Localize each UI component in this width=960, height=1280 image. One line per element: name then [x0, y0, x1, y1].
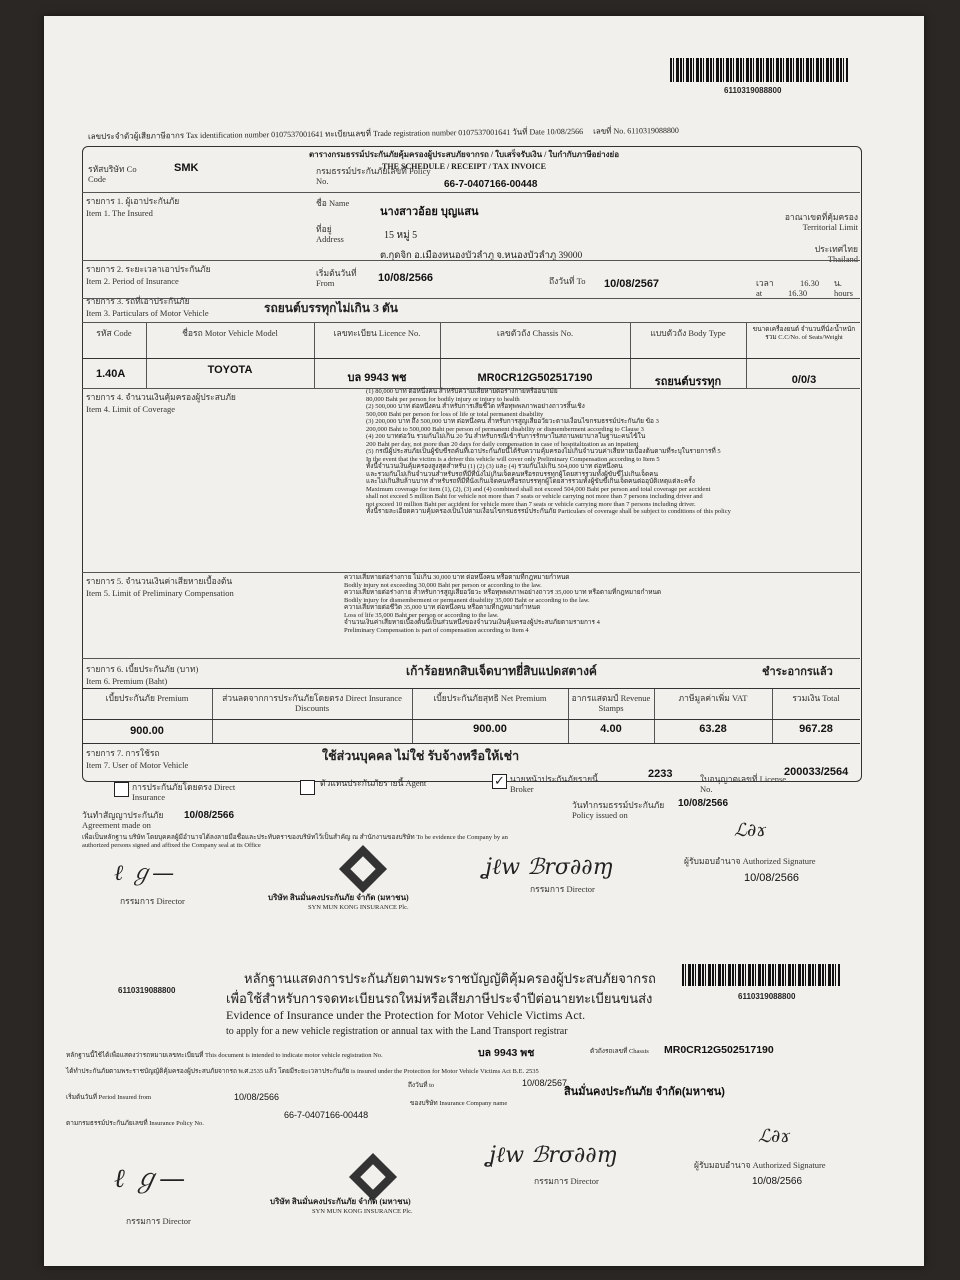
preliminary-line: จำนวนเงินค่าเสียหายเบื้องต้นนี้เป็นส่วนหนึ่งของจำนวนเงินคุ้มครองผู้ประสบภัยตามรายการ 4 — [344, 619, 600, 626]
from-label: เริ่มต้นวันที่ From — [316, 268, 357, 288]
time-value-2: 16.30 — [788, 288, 808, 298]
company-name-en-2: SYN MUN KONG INSURANCE Plc. — [312, 1208, 413, 1215]
evidence-number-left: 6110319088800 — [118, 986, 176, 995]
insured-line: ได้ทำประกันภัยตามพระราชบัญญัติคุ้มครองผู้ประสบภัยจากรถ พ.ศ.2535 แล้ว โดยมีระยะเวลาประกันภัย is insured under the Protection for Motor Vehicle Victims Act B.E. 2535 — [66, 1068, 539, 1075]
director-signature-1: ℓ ℊ— — [114, 861, 175, 886]
broker-label: นายหน้าประกันภัยรายนี้ Broker — [510, 774, 598, 794]
item7-label: รายการ 7. การใช้รถ — [86, 748, 160, 758]
vehicle-licence: บล 9943 พช — [347, 372, 407, 384]
col-code: รหัส Code — [96, 328, 132, 338]
insurance-document — [44, 16, 924, 1266]
item7-label-en: Item 7. User of Motor Vehicle — [86, 760, 189, 770]
item4-label-en: Item 4. Limit of Coverage — [86, 404, 175, 414]
address-line2: ต.กุดจิก อ.เมืองหนองบัวลำภู จ.หนองบัวลำภู 39000 — [380, 251, 583, 261]
date-value: 10/08/2566 — [546, 126, 584, 137]
company-label: ของบริษัท Insurance Company name — [410, 1100, 508, 1107]
authorized-signature-2: ℒ∂ɤ — [758, 1126, 791, 1147]
col-licence: เลขทะเบียน Licence No. — [333, 328, 421, 338]
item6-label: รายการ 6. เบี้ยประกันภัย (บาท) — [86, 664, 199, 674]
col-chassis: เลขตัวถัง Chassis No. — [496, 328, 574, 338]
evidence-title-en2: to apply for a new vehicle registration or annual tax with the Land Transport registrar — [226, 1026, 568, 1037]
license-no: 200033/2564 — [784, 766, 849, 778]
evidence-title-en1: Evidence of Insurance under the Protection for Motor Vehicle Victims Act. — [226, 1008, 586, 1022]
company-name-th-2: บริษัท สินมั่นคงประกันภัย จำกัด (มหาชน) — [270, 1197, 411, 1206]
vehicle-model: TOYOTA — [207, 364, 253, 376]
company-name-th: บริษัท สินมั่นคงประกันภัย จำกัด (มหาชน) — [268, 893, 409, 902]
policy-no: 66-7-0407166-00448 — [444, 179, 538, 190]
evidence-statement: เพื่อเป็นหลักฐาน บริษัท โดยบุคคลผู้มีอำนาจได้ลงลายมือชื่อและประทับตราของบริษัทไว้เป็นสำคัญ ณ สำนักงานของบริษัท To be evidence the Company by an authorized persons signed and affixed the Company seal at its Office — [82, 834, 508, 849]
evidence-from-date: 10/08/2566 — [234, 1092, 280, 1102]
total-value: 967.28 — [799, 723, 833, 735]
evidence-authorized-date: 10/08/2566 — [752, 1176, 803, 1187]
agreement-made-date: 10/08/2566 — [184, 810, 235, 821]
evidence-policy: 66-7-0407166-00448 — [284, 1110, 369, 1120]
authorized-date: 10/08/2566 — [744, 872, 800, 884]
evidence-company: สินมั่นคงประกันภัย จำกัด(มหาชน) — [564, 1086, 725, 1098]
vehicle-table — [82, 322, 860, 388]
item1-label: รายการ 1. ผู้เอาประกันภัย — [86, 196, 180, 206]
item2-label-en: Item 2. Period of Insurance — [86, 276, 179, 286]
coverage-line: และไม่เกินสิบล้านบาท สำหรับรถที่มีที่นั่งเกินเจ็ดคนหรือรถบรรทุกผู้โดยสารรวมทั้งผู้ขับขี่เกินเจ็ดคนต่ออุบัติเหตุแต่ละครั้ง — [366, 478, 695, 485]
direct-checkbox[interactable] — [114, 782, 129, 797]
preliminary-line: Loss of life 35,000 Baht per person or according to the law. — [344, 611, 499, 619]
time-value-1: 16.30 — [800, 278, 820, 288]
broker-code: 2233 — [648, 768, 673, 780]
no-value: 6110319088800 — [627, 125, 679, 136]
coverage-line: (3) 200,000 บาท ถึง 500,000 บาท ต่อหนึ่งคน สำหรับการสูญเสียอวัยวะตามเงื่อนไขกรมธรรม์ประกันภัย ข้อ 3 — [366, 418, 659, 425]
preliminary-line: Preliminary Compensation is part of compensation according to Item 4 — [344, 626, 529, 634]
agent-label: ตัวแทนประกันภัยรายนี้ Agent — [320, 778, 427, 788]
premium-words: เก้าร้อยหกสิบเจ็ดบาทยี่สิบแปดสตางค์ — [406, 664, 597, 678]
evidence-authorized-label: ผู้รับมอบอำนาจ Authorized Signature — [694, 1160, 826, 1170]
coverage-line: 200,000 Baht to 500,000 Baht per person of permanent disability or dismemberment according to Clause 3 — [366, 425, 644, 433]
agreement-made-label: วันทำสัญญาประกันภัย Agreement made on — [82, 810, 164, 830]
net-premium-value: 900.00 — [473, 723, 507, 735]
date-label: วันที่ Date — [512, 127, 545, 137]
agent-checkbox[interactable] — [300, 780, 315, 795]
coverage-line: (2) 500,000 บาท ต่อหนึ่งคน สำหรับการเสียชีวิต หรือทุพพลภาพอย่างถาวรสิ้นเชิง — [366, 403, 585, 410]
authorized-signature: ℒ∂ɤ — [734, 820, 767, 841]
stamps-col: อากรแสตมป์ Revenue Stamps — [571, 693, 651, 713]
vehicle-chassis: MR0CR12G502517190 — [477, 372, 593, 384]
coverage-line: shall not exceed 5 million Baht for vehicle not more than 7 seats or vehicle carrying not more than 7 persons including driver and — [366, 493, 703, 500]
territory-label: อาณาเขตที่คุ้มครอง Territorial Limit — [784, 212, 858, 232]
preliminary-line: ความเสียหายต่อชีวิต 35,000 บาท ต่อหนึ่งคน หรือตามที่กฎหมายกำหนด — [344, 604, 541, 611]
chassis-label: ตัวถังรถเลขที่ Chassis — [590, 1048, 649, 1055]
tax-id-label: เลขประจำตัวผู้เสียภาษีอากร Tax identification number — [87, 130, 270, 142]
item2-label: รายการ 2. ระยะเวลาเอาประกันภัย — [86, 264, 211, 274]
col-body: แบบตัวถัง Body Type — [650, 328, 726, 338]
broker-checkbox[interactable]: ✓ — [492, 774, 507, 789]
barcode-evidence — [682, 964, 840, 986]
vehicle-body: รถยนต์บรรทุก — [654, 376, 722, 388]
vehicle-engine: 0/0/3 — [791, 374, 817, 386]
preliminary-line: Bodily injury for dismemberment or permanent disability 35,000 Baht or according to the law. — [344, 596, 590, 604]
schedule-title-en: THE SCHEDULE / RECEIPT / TAX INVOICE — [382, 162, 546, 171]
trade-reg: 0107537001641 — [458, 127, 511, 138]
evidence-director-label-1: กรรมการ Director — [126, 1216, 191, 1226]
reg-no: บล 9943 พช — [478, 1047, 535, 1059]
vat-value: 63.28 — [699, 723, 727, 735]
preliminary-text — [344, 574, 854, 634]
vat-col: ภาษีมูลค่าเพิ่ม VAT — [678, 693, 748, 703]
coverage-line: 500,000 Baht per person for loss of life or total permanent disability — [366, 410, 544, 418]
period-from: 10/08/2566 — [378, 272, 434, 284]
name-label: ชื่อ Name — [316, 198, 350, 208]
item3-label-en: Item 3. Particulars of Motor Vehicle — [86, 308, 209, 318]
preliminary-line: ความเสียหายต่อร่างกาย สำหรับการสูญเสียอวัยวะ หรือทุพพลภาพอย่างถาวร 35,000 บาท หรือตามที่กฎหมายกำหนด — [344, 589, 662, 596]
evidence-policy-label: ตามกรมธรรม์ประกันภัยเลขที่ Insurance Policy No. — [66, 1120, 204, 1127]
barcode-top — [670, 58, 848, 82]
item1-label-en: Item 1. The Insured — [86, 208, 153, 218]
address-label: ที่อยู่ Address — [316, 224, 344, 244]
net-premium-col: เบี้ยประกันภัยสุทธิ Net Premium — [433, 693, 547, 703]
vehicle-desc: รถยนต์บรรทุกไม่เกิน 3 ตัน — [264, 301, 398, 315]
item5-label-en: Item 5. Limit of Preliminary Compensation — [86, 588, 234, 598]
policy-issued-date: 10/08/2566 — [678, 798, 729, 809]
evidence-from-label: เริ่มต้นวันที่ Period Insured from — [66, 1094, 152, 1101]
address-line1: 15 หมู่ 5 — [384, 230, 418, 241]
evidence-to-label: ถึงวันที่ to — [408, 1082, 435, 1089]
coverage-line: ทั้งนี้รายละเอียดความคุ้มครองเป็นไปตามเงื่อนไขกรมธรรม์ประกันภัย Particulars of coverage shall be subject to conditions of this policy — [366, 508, 731, 515]
evidence-to-date: 10/08/2567 — [522, 1078, 568, 1088]
to-label: ถึงวันที่ To — [549, 276, 586, 286]
director-signature-2: ʝℓw ℬrσ∂∂ɱ — [484, 855, 614, 880]
coverage-line: not exceed 10 million Baht per accident for vehicle more than 7 seats or vehicle carrying more than 7 persons including driver. — [366, 500, 696, 508]
coverage-line: 80,000 Baht per person for bodily injury or injury to health — [366, 395, 520, 403]
item6-label-en: Item 6. Premium (Baht) — [86, 676, 168, 686]
co-code-label: รหัสบริษัท Co Code — [88, 164, 137, 184]
coverage-line: และรวมกันไม่เกินจำนวนสำหรับรถที่มีที่นั่งไม่เกินเจ็ดคนหรือรถบรรทุกผู้โดยสารรวมทั้งผู้ขับขี่ไม่เกินเจ็ดคน — [366, 470, 659, 478]
barcode-top-number: 6110319088800 — [724, 86, 782, 95]
discount-col: ส่วนลดจากการประกันภัยโดยตรง Direct Insurance Discounts — [222, 693, 402, 713]
coverage-text — [366, 388, 856, 516]
director-signature-4: ʝℓw ℬrσ∂∂ɱ — [488, 1143, 618, 1168]
time-label: เวลา at — [756, 278, 774, 298]
coverage-line: In the event that the victim is a driver this vehicle will cover only Preliminary Compensation according to Item 5 — [366, 455, 660, 463]
item4-label: รายการ 4. จำนวนเงินคุ้มครองผู้ประสบภัย — [86, 392, 236, 402]
coverage-line: Maximum coverage for item (1), (2), (3) and (4) combined shall not exceed 504,000 Baht per person and total coverage per accident — [366, 485, 711, 493]
director-label-1: กรรมการ Director — [120, 896, 185, 906]
premium-col: เบี้ยประกันภัย Premium — [105, 693, 189, 703]
total-col: รวมเงิน Total — [792, 693, 840, 703]
coverage-line: (5) กรณีผู้ประสบภัยเป็นผู้ขับขี่รถคันที่เอาประกันภัยนี้ได้รับความคุ้มครองไม่เกินจำนวนค่าเสียหายเบื้องต้นตามที่ระบุในรายการที่ 5 — [366, 448, 721, 455]
coverage-line: (4) 200 บาทต่อวัน รวมกันไม่เกิน 20 วัน สำหรับกรณีเข้ารับการรักษาในสถานพยาบาลในฐานะคนไข้ใน — [366, 433, 646, 440]
item3-label: รายการ 3. รถที่เอาประกันภัย — [86, 296, 190, 306]
evidence-chassis: MR0CR12G502517190 — [664, 1044, 774, 1056]
company-name-en: SYN MUN KONG INSURANCE Plc. — [308, 904, 409, 911]
hours-label: น. hours — [834, 278, 853, 298]
director-label-2: กรรมการ Director — [530, 884, 595, 894]
vehicle-use: ใช้ส่วนบุคคล ไม่ใช่ รับจ้างหรือให้เช่า — [322, 749, 520, 763]
tax-line — [88, 124, 868, 141]
company-seal — [346, 852, 382, 888]
evidence-title-th2: เพื่อใช้สำหรับการจดทะเบียนรถใหม่หรือเสียภาษีประจำปีต่อนายทะเบียนขนส่ง — [226, 991, 653, 1006]
period-to: 10/08/2567 — [604, 278, 660, 290]
territory-value: ประเทศไทย Thailand — [814, 244, 858, 264]
director-signature-3: ℓ ℊ— — [114, 1164, 186, 1194]
premium-value: 900.00 — [130, 725, 164, 737]
policy-label: กรมธรรม์ประกันภัยเลขที่ Policy No. — [316, 166, 431, 186]
schedule-title-th: ตารางกรมธรรม์ประกันภัยคุ้มครองผู้ประสบภัยจากรถ / ใบเสร็จรับเงิน / ใบกำกับภาษีอย่างย่อ — [308, 150, 620, 159]
col-model: ชื่อรถ Motor Vehicle Model — [182, 328, 278, 338]
license-label: ใบอนุญาตเลขที่ License No. — [700, 774, 787, 794]
no-label: เลขที่ No. — [593, 126, 626, 136]
stamps-value: 4.00 — [600, 723, 622, 735]
policy-issued-label: วันทำกรมธรรม์ประกันภัย Policy issued on — [572, 800, 665, 820]
preliminary-line: Bodily injury not exceeding 30,000 Baht per person or according to the law. — [344, 581, 542, 589]
evidence-director-label-2: กรรมการ Director — [534, 1176, 599, 1186]
co-code: SMK — [174, 162, 199, 174]
insured-name: นางสาวอ้อย บุญแสน — [380, 206, 479, 218]
reg-label: หลักฐานนี้ใช้ได้เพื่อแสดงว่ารถหมายเลขทะเบียนที่ This document is intended to indicate motor vehicle registration No. — [66, 1052, 383, 1059]
stamp-paid: ชำระอากรแล้ว — [762, 666, 833, 678]
coverage-line: 200 Baht per day, not more than 20 days for daily compensation in case of hospitalization as an inpatient — [366, 440, 639, 448]
item5-label: รายการ 5. จำนวนเงินค่าเสียหายเบื้องต้น — [86, 576, 233, 586]
company-seal-2 — [356, 1160, 392, 1196]
authorized-label: ผู้รับมอบอำนาจ Authorized Signature — [684, 856, 816, 866]
evidence-title-th1: หลักฐานแสดงการประกันภัยตามพระราชบัญญัติคุ้มครองผู้ประสบภัยจากรถ — [244, 971, 656, 986]
tax-id: 0107537001641 — [271, 129, 324, 140]
direct-label: การประกันภัยโดยตรง Direct Insurance — [132, 782, 236, 802]
premium-table — [82, 688, 860, 744]
trade-reg-label: ทะเบียนเลขที่ Trade registration number — [325, 128, 457, 139]
col-engine: ขนาดเครื่องยนต์ จำนวนที่นั่ง/น้ำหนักรวม C.C/No. of Seats/Weight — [752, 326, 856, 341]
evidence-number-right: 6110319088800 — [738, 992, 796, 1001]
vehicle-code: 1.40A — [96, 368, 126, 380]
preliminary-line: ความเสียหายต่อร่างกาย ไม่เกิน 30,000 บาท ต่อหนึ่งคน หรือตามที่กฎหมายกำหนด — [344, 574, 570, 581]
coverage-line: ทั้งนี้จำนวนเงินคุ้มครองสูงสุดสำหรับ (1) (2) (3) และ (4) รวมกันไม่เกิน 504,000 บาท ต่อหนึ่งคน — [366, 463, 623, 470]
coverage-line: (1) 80,000 บาท ต่อหนึ่งคน สำหรับความเสียหายต่อร่างกายหรืออนามัย — [366, 388, 558, 395]
